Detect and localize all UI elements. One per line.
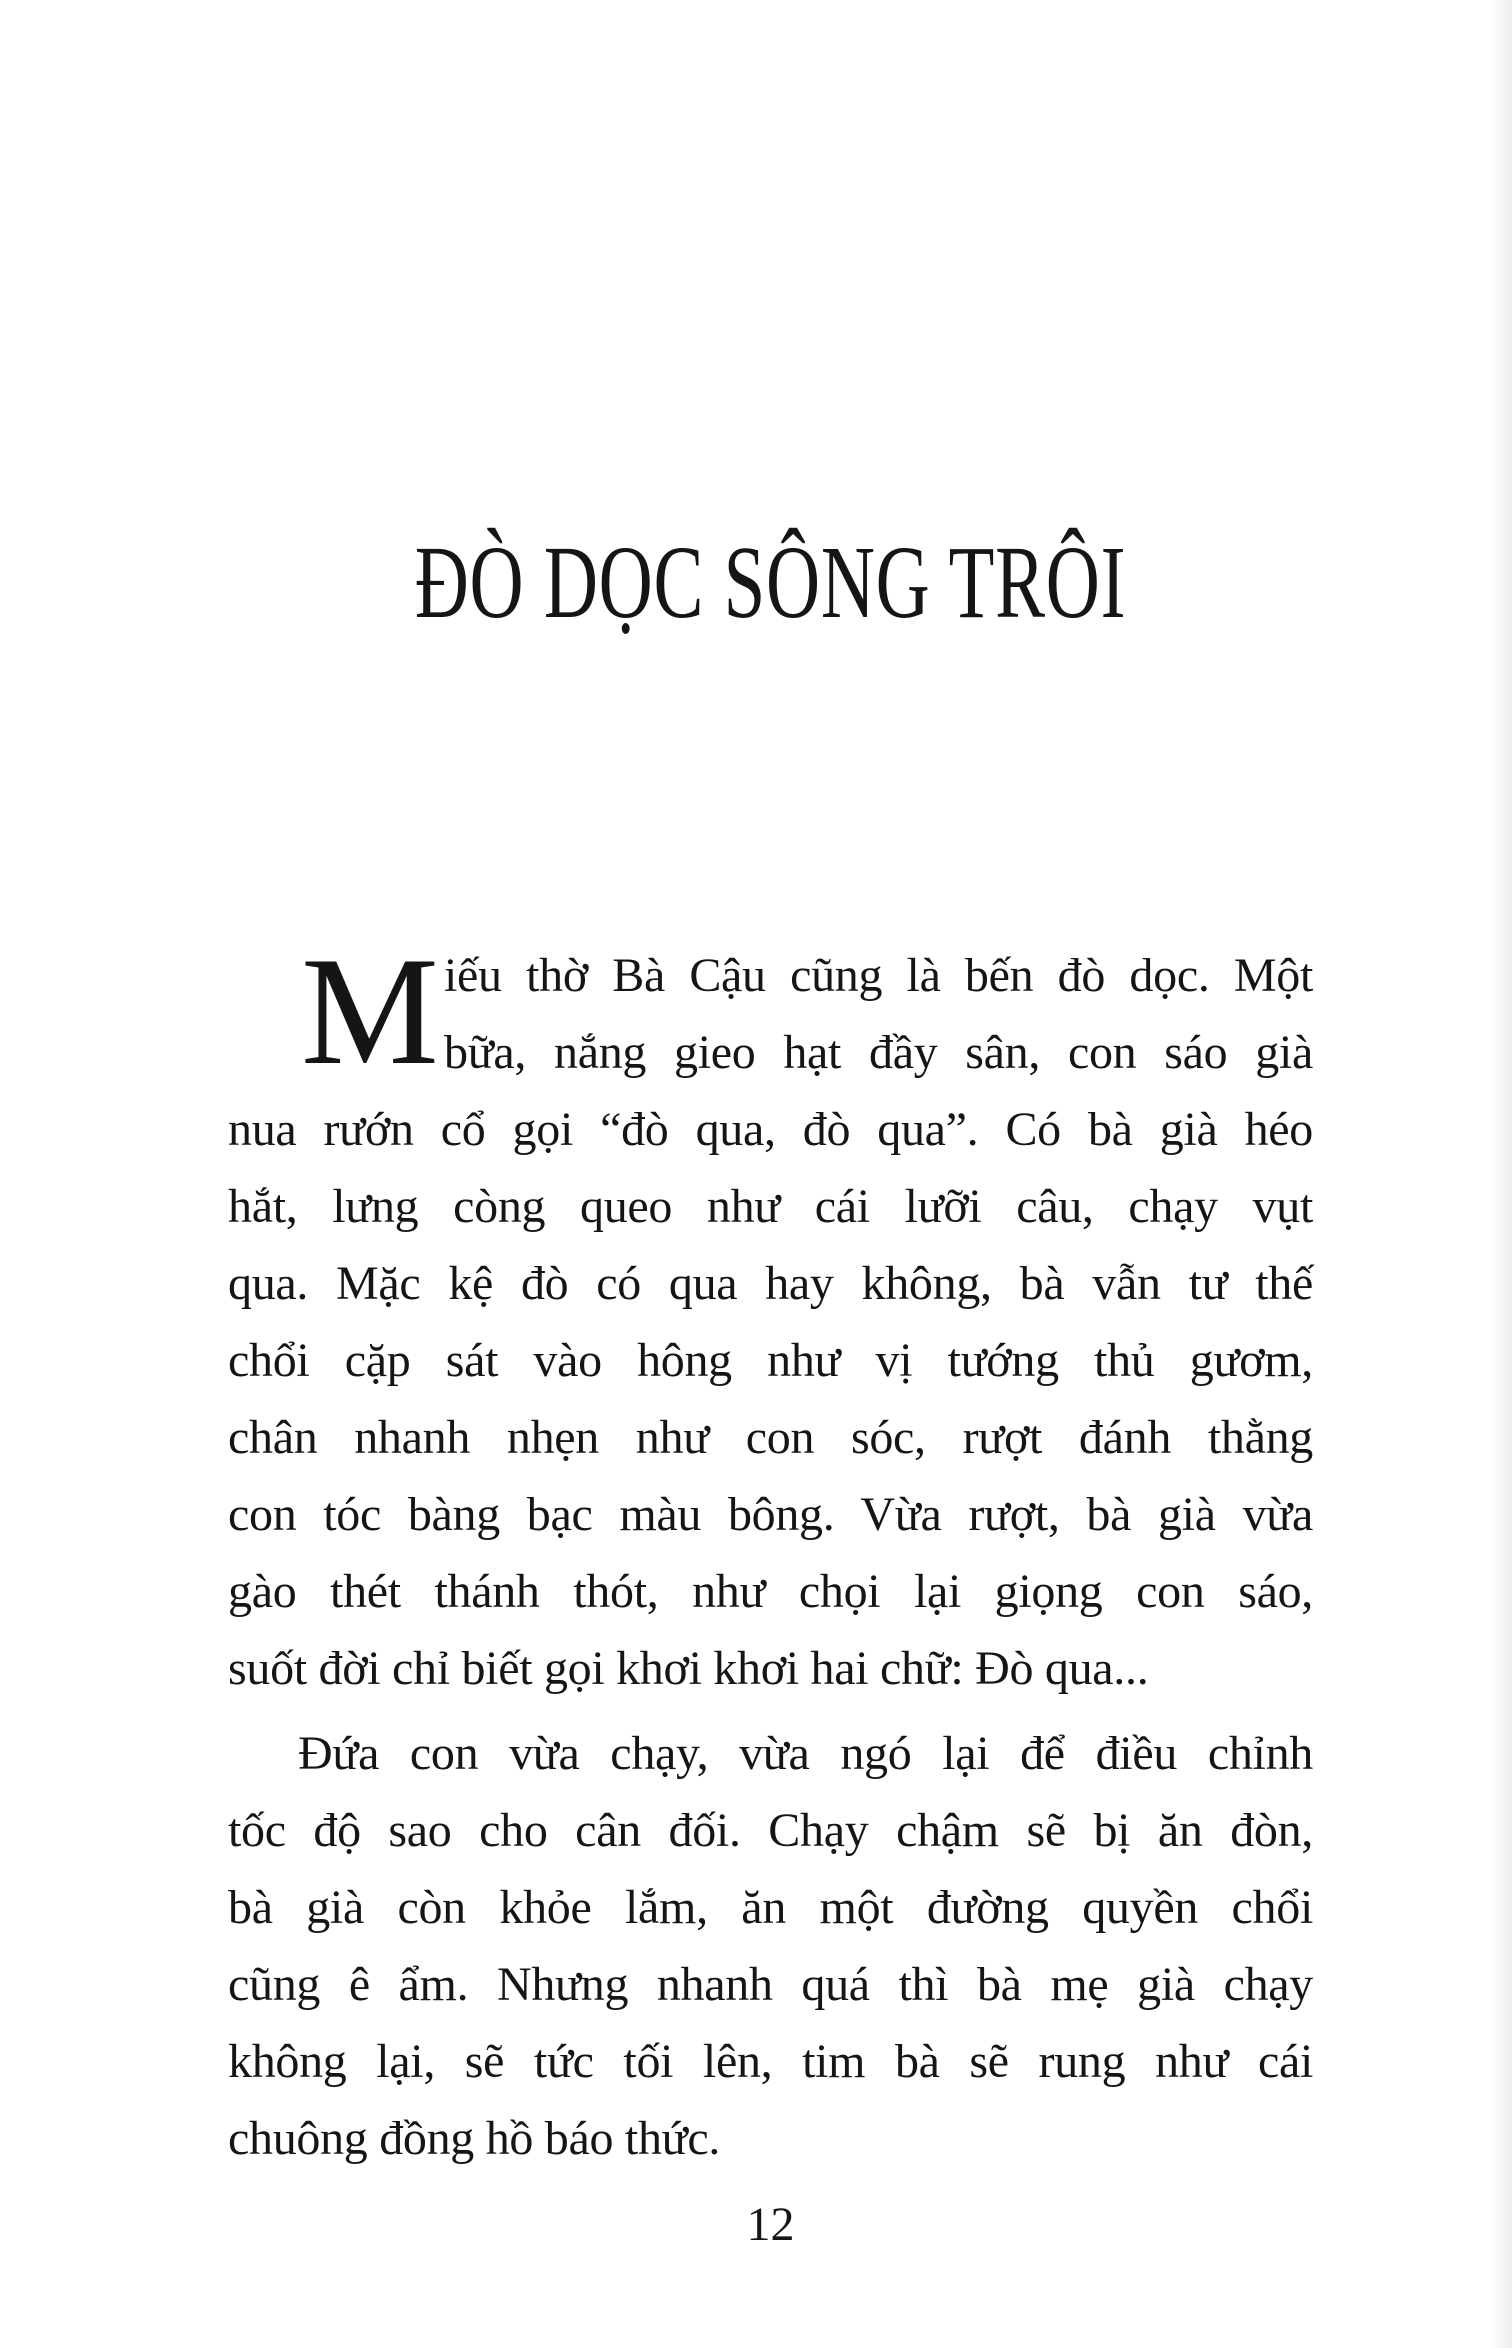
text-line: chuông đồng hồ báo thức. [228, 2112, 721, 2165]
text-line: suốt đời chỉ biết gọi khơi khơi hai chữ: Đò qua... [228, 1642, 1149, 1695]
text-line: iếu thờ Bà Cậu cũng là bến đò dọc. Một [444, 949, 1313, 1002]
text-line: gào thét thánh thót, như chọi lại giọng con sáo, [228, 1565, 1313, 1618]
text-line: hắt, lưng còng queo như cái lưỡi câu, chạy vụt [228, 1180, 1313, 1233]
text-line: Đứa con vừa chạy, vừa ngó lại để điều chỉnh [298, 1727, 1313, 1780]
drop-cap: M [301, 925, 439, 1097]
paragraph [228, 925, 1313, 1707]
text-line: nua rướn cổ gọi “đò qua, đò qua”. Có bà già héo [228, 1103, 1313, 1156]
text-line: bà già còn khỏe lắm, ăn một đường quyền chổi [228, 1881, 1313, 1934]
paragraph [228, 1715, 1313, 2177]
chapter-title: ĐÒ DỌC SÔNG TRÔI [414, 525, 1127, 640]
text-line: con tóc bàng bạc màu bông. Vừa rượt, bà già vừa [228, 1488, 1313, 1541]
text-line: tốc độ sao cho cân đối. Chạy chậm sẽ bị ăn đòn, [228, 1804, 1313, 1857]
text-line: cũng ê ẩm. Nhưng nhanh quá thì bà mẹ già chạy [228, 1958, 1313, 2011]
body-text [228, 925, 1313, 2177]
text-line: chổi cặp sát vào hông như vị tướng thủ gươm, [228, 1334, 1313, 1387]
text-line: chân nhanh nhẹn như con sóc, rượt đánh thằng [228, 1411, 1313, 1464]
page-number: 12 [746, 2198, 795, 2251]
scan-edge-shadow [1492, 0, 1512, 2348]
text-line: không lại, sẽ tức tối lên, tim bà sẽ rung như cái [228, 2035, 1313, 2088]
text-line: qua. Mặc kệ đò có qua hay không, bà vẫn tư thế [228, 1257, 1313, 1310]
text-line: bữa, nắng gieo hạt đầy sân, con sáo già [444, 1026, 1313, 1079]
